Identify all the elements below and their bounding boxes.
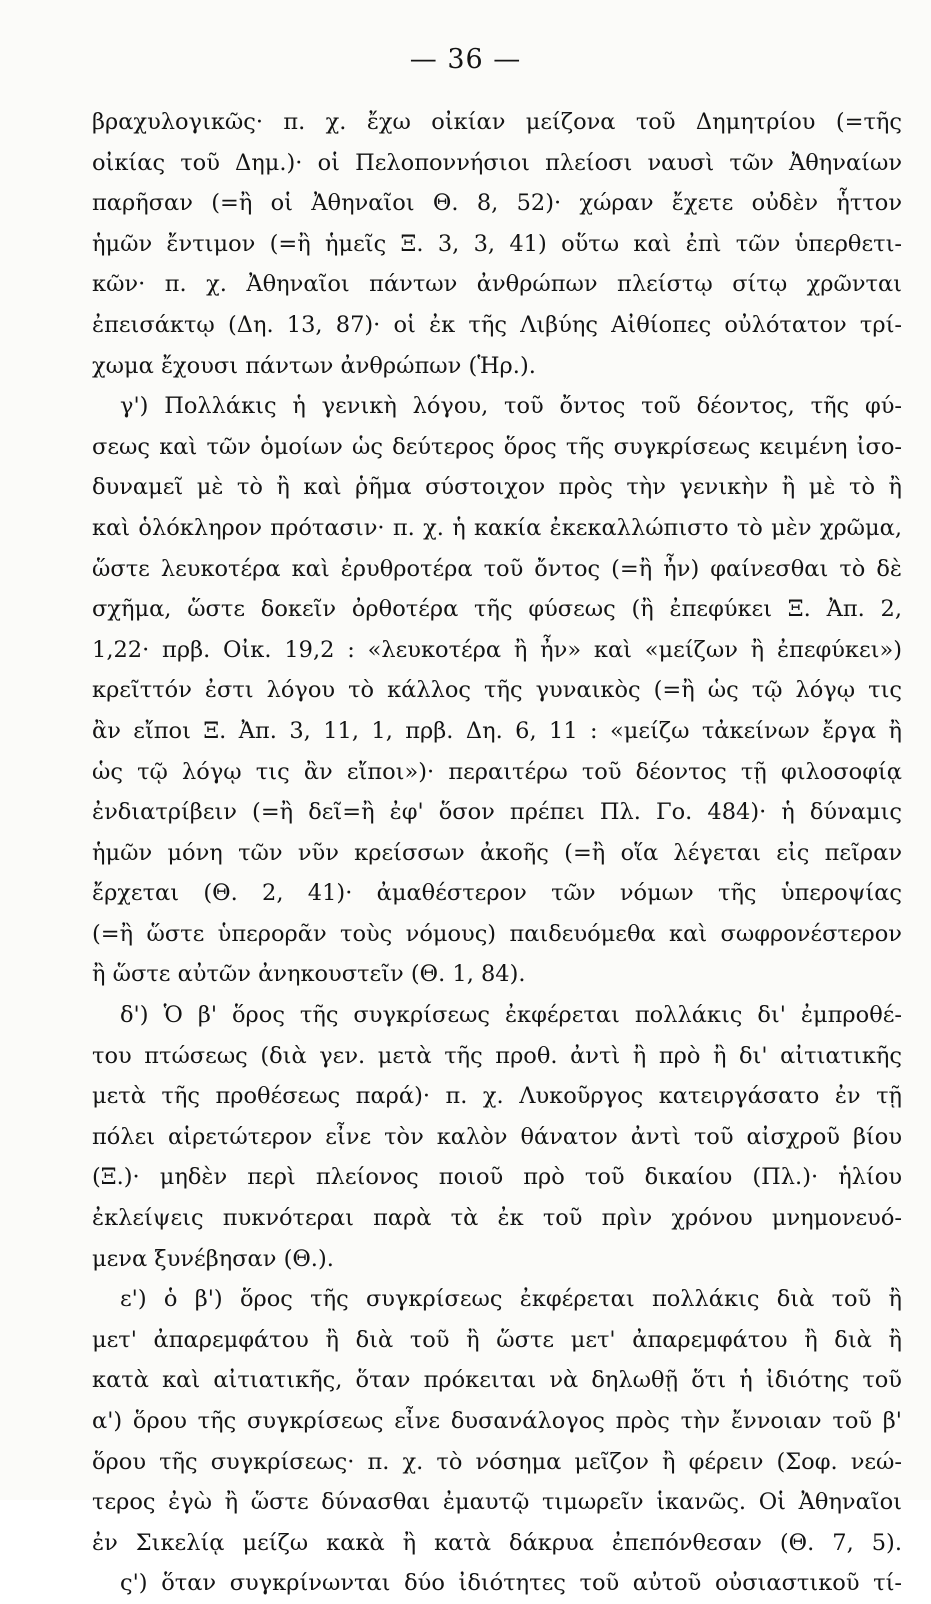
text-line: γ') Πολλάκις ἡ γενικὴ λόγου, τοῦ ὄντος τοῦ δέοντος, τῆς φύ-: [120, 393, 902, 420]
text-line: του πτώσεως (διὰ γεν. μετὰ τῆς προθ. ἀντὶ ἢ πρὸ ἢ δι' αἰτιατικῆς: [92, 1042, 902, 1069]
text-line: ὡς τῷ λόγῳ τις ἂν εἴποι»)· περαιτέρω τοῦ δέοντος τῇ φιλοσοφίᾳ: [92, 758, 902, 785]
text-line: παρῆσαν (=ἢ οἱ Ἀθηναῖοι Θ. 8, 52)· χώραν ἔχετε οὐδὲν ἧττον: [92, 190, 902, 217]
text-line: ἂν εἴποι Ξ. Ἀπ. 3, 11, 1, πρβ. Δη. 6, 11 : «μείζω τἀκείνων ἔργα ἢ: [92, 717, 902, 744]
text-line: κρεῖττόν ἐστι λόγου τὸ κάλλος τῆς γυναικὸς (=ἢ ὡς τῷ λόγῳ τις: [92, 677, 902, 704]
text-line: δυναμεῖ μὲ τὸ ἢ καὶ ῥῆμα σύστοιχον πρὸς τὴν γενικὴν ἢ μὲ τὸ ἢ: [92, 474, 902, 501]
text-line: ἐπεισάκτῳ (Δη. 13, 87)· οἱ ἐκ τῆς Λιβύης Αἰθίοπες οὐλότατον τρί-: [92, 311, 902, 338]
text-line: κῶν· π. χ. Ἀθηναῖοι πάντων ἀνθρώπων πλείστῳ σίτῳ χρῶνται: [92, 271, 902, 298]
text-line: (Ξ.)· μηδὲν περὶ πλείονος ποιοῦ πρὸ τοῦ δικαίου (Πλ.)· ἡλίου: [92, 1164, 902, 1191]
body-text: [92, 102, 902, 1604]
text-line: ἔρχεται (Θ. 2, 41)· ἀμαθέστερον τῶν νόμων τῆς ὑπεροψίας: [92, 880, 902, 907]
text-line: ε') ὁ β') ὅρος τῆς συγκρίσεως ἐκφέρεται πολλάκις διὰ τοῦ ἢ: [120, 1286, 902, 1313]
text-line: ὥστε λευκοτέρα καὶ ἐρυθροτέρα τοῦ ὄντος (=ἢ ἦν) φαίνεσθαι τὸ δὲ: [92, 555, 902, 582]
text-line: καὶ ὁλόκληρον πρότασιν· π. χ. ἡ κακία ἐκεκαλλώπιστο τὸ μὲν χρῶμα,: [92, 514, 902, 541]
text-line: ἡμῶν μόνη τῶν νῦν κρείσσων ἀκοῆς (=ἢ οἵα λέγεται εἰς πεῖραν: [92, 839, 902, 866]
text-line: ἢ ὥστε αὐτῶν ἀνηκουστεῖν (Θ. 1, 84).: [92, 961, 526, 988]
text-line: βραχυλογικῶς· π. χ. ἔχω οἰκίαν μείζονα τοῦ Δημητρίου (=τῆς: [92, 109, 902, 135]
text-line: πόλει αἱρετώτερον εἶνε τὸν καλὸν θάνατον ἀντὶ τοῦ αἰσχροῦ βίου: [92, 1123, 902, 1150]
text-line: 1,22· πρβ. Οἰκ. 19,2 : «λευκοτέρα ἢ ἦν» καὶ «μείζων ἢ ἐπεφύκει»): [92, 636, 902, 663]
text-line: ἐνδιατρίβειν (=ἢ δεῖ=ἢ ἐφ' ὅσον πρέπει Πλ. Γο. 484)· ἡ δύναμις: [92, 799, 902, 826]
text-line: ἐν Σικελίᾳ μείζω κακὰ ἢ κατὰ δάκρυα ἐπεπόνθεσαν (Θ. 7, 5).: [92, 1529, 902, 1556]
text-line: (=ἢ ὥστε ὑπερορᾶν τοὺς νόμους) παιδευόμεθα καὶ σωφρονέστερον: [92, 920, 902, 947]
page-number: — 36 —: [409, 44, 522, 75]
text-line: χωμα ἔχουσι πάντων ἀνθρώπων (Ἡρ.).: [92, 352, 536, 379]
text-line: α') ὅρου τῆς συγκρίσεως εἶνε δυσανάλογος πρὸς τὴν ἔννοιαν τοῦ β': [92, 1408, 902, 1434]
text-line: δ') Ὁ β' ὅρος τῆς συγκρίσεως ἐκφέρεται πολλάκις δι' ἐμπροθέ-: [120, 1002, 902, 1029]
text-line: τερος ἐγὼ ἢ ὥστε δύνασθαι ἐμαυτῷ τιμωρεῖν ἱκανῶς. Οἱ Ἀθηναῖοι: [92, 1489, 902, 1516]
text-line: μετ' ἀπαρεμφάτου ἢ διὰ τοῦ ἢ ὥστε μετ' ἀπαρεμφάτου ἢ διὰ ἢ: [92, 1326, 902, 1353]
text-line: ς') ὅταν συγκρίνωνται δύο ἰδιότητες τοῦ αὐτοῦ οὐσιαστικοῦ τί-: [120, 1570, 902, 1597]
text-line: ἡμῶν ἔντιμον (=ἢ ἡμεῖς Ξ. 3, 3, 41) οὕτω καὶ ἐπὶ τῶν ὑπερθετι-: [92, 230, 902, 257]
text-line: ἐκλείψεις πυκνότεραι παρὰ τὰ ἐκ τοῦ πρὶν χρόνου μνημονευό-: [92, 1205, 902, 1232]
text-line: κατὰ καὶ αἰτιατικῆς, ὅταν πρόκειται νὰ δηλωθῇ ὅτι ἡ ἰδιότης τοῦ: [92, 1367, 902, 1394]
text-line: σεως καὶ τῶν ὁμοίων ὡς δεύτερος ὅρος τῆς συγκρίσεως κειμένη ἰσο-: [92, 433, 902, 460]
text-line: οἰκίας τοῦ Δημ.)· οἱ Πελοποννήσιοι πλείοσι ναυσὶ τῶν Ἀθηναίων: [92, 149, 902, 176]
text-line: σχῆμα, ὥστε δοκεῖν ὀρθοτέρα τῆς φύσεως (ἢ ἐπεφύκει Ξ. Ἀπ. 2,: [92, 596, 902, 623]
text-line: μενα ξυνέβησαν (Θ.).: [92, 1245, 334, 1272]
text-line: μετὰ τῆς προθέσεως παρά)· π. χ. Λυκοῦργος κατειργάσατο ἐν τῇ: [92, 1083, 902, 1110]
text-line: ὅρου τῆς συγκρίσεως· π. χ. τὸ νόσημα μεῖζον ἢ φέρειν (Σοφ. νεώ-: [92, 1448, 902, 1475]
